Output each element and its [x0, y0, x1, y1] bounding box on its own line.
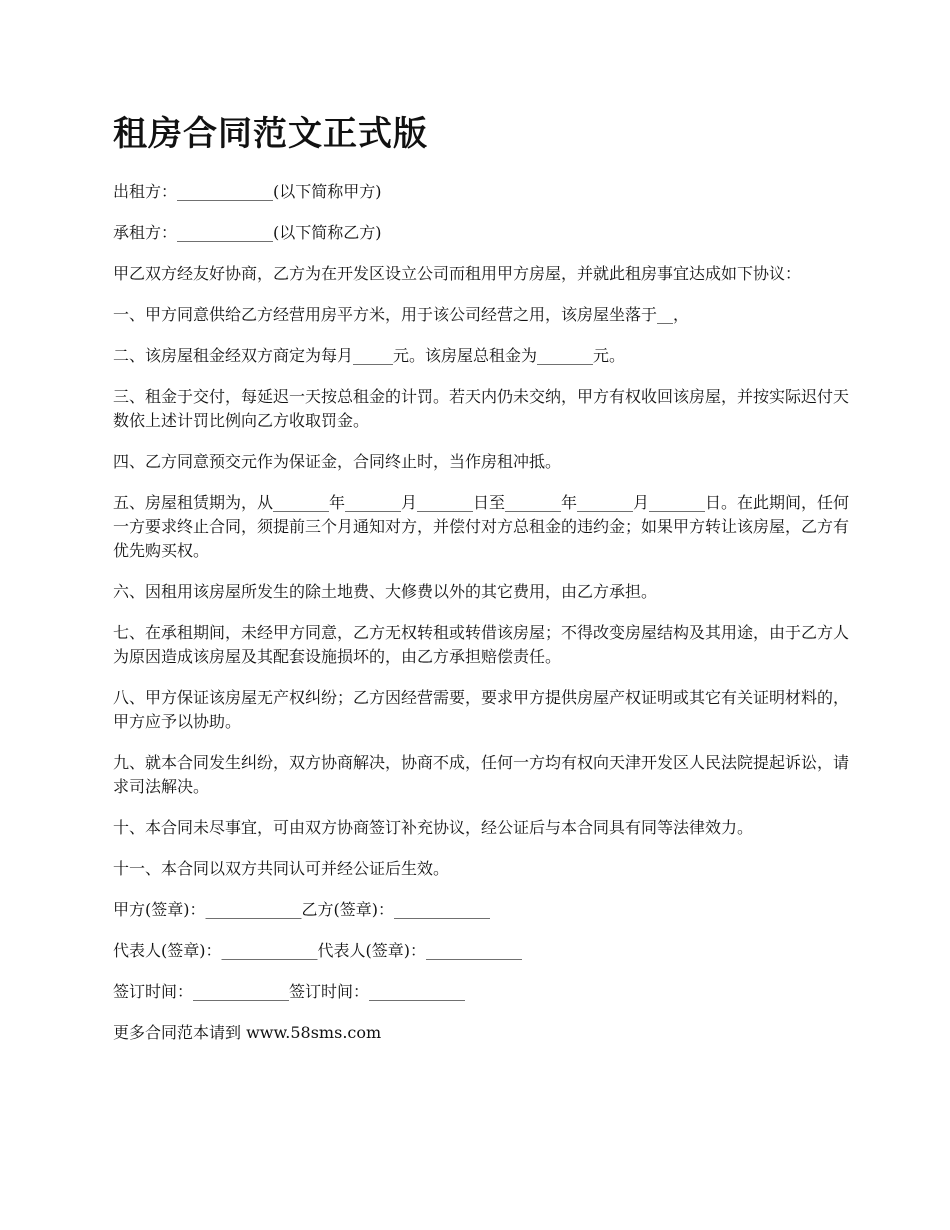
clause-11: 十一、本合同以双方共同认可并经公证后生效。	[113, 859, 450, 878]
signature-parties-line: 甲方(签章)：____________乙方(签章)：____________	[113, 900, 490, 919]
clause-10: 十、本合同未尽事宜，可由双方协商签订补充协议，经公证后与本合同具有同等法律效力。	[113, 818, 754, 837]
clause-8: 八、甲方保证该房屋无产权纠纷；乙方因经营需要，要求甲方提供房屋产权证明或其它有关证明材料的，甲方应予以协助。	[113, 688, 850, 731]
clause-6: 六、因租用该房屋所发生的除土地费、大修费以外的其它费用，由乙方承担。	[113, 582, 658, 601]
lessee-line: 承租方：____________(以下简称乙方)	[113, 223, 382, 242]
signature-representatives-line: 代表人(签章)：____________代表人(签章)：____________	[113, 941, 522, 960]
footer-note: 更多合同范本请到 www.58sms.com	[113, 1023, 382, 1042]
document-title: 租房合同范文正式版	[113, 114, 428, 154]
clause-5: 五、房屋租赁期为，从_______年_______月_______日至_______年_______月_______日。在此期间，任何一方要求终止合同，须提前三个月通知对方，并偿付对方总租金的违约金；如果甲方转让该房屋，乙方有优先购买权。	[113, 493, 850, 560]
preamble-paragraph: 甲乙双方经友好协商，乙方为在开发区设立公司而租用甲方房屋，并就此租房事宜达成如下协议：	[113, 264, 802, 283]
clause-7: 七、在承租期间，未经甲方同意，乙方无权转租或转借该房屋；不得改变房屋结构及其用途，由于乙方人为原因造成该房屋及其配套设施损坏的，由乙方承担赔偿责任。	[113, 623, 850, 666]
clause-2: 二、该房屋租金经双方商定为每月_____元。该房屋总租金为_______元。	[113, 346, 626, 365]
clause-4: 四、乙方同意预交元作为保证金，合同终止时，当作房租冲抵。	[113, 452, 562, 471]
clause-3: 三、租金于交付，每延迟一天按总租金的计罚。若天内仍未交纳，甲方有权收回该房屋，并按实际迟付天数依上述计罚比例向乙方收取罚金。	[113, 387, 850, 430]
clause-1: 一、甲方同意供给乙方经营用房平方米，用于该公司经营之用，该房屋坐落于__，	[113, 305, 690, 324]
clause-9: 九、就本合同发生纠纷，双方协商解决，协商不成，任何一方均有权向天津开发区人民法院提起诉讼，请求司法解决。	[113, 753, 850, 796]
lessor-line: 出租方：____________(以下简称甲方)	[113, 182, 382, 201]
signing-date-line: 签订时间：____________签订时间：____________	[113, 982, 466, 1001]
